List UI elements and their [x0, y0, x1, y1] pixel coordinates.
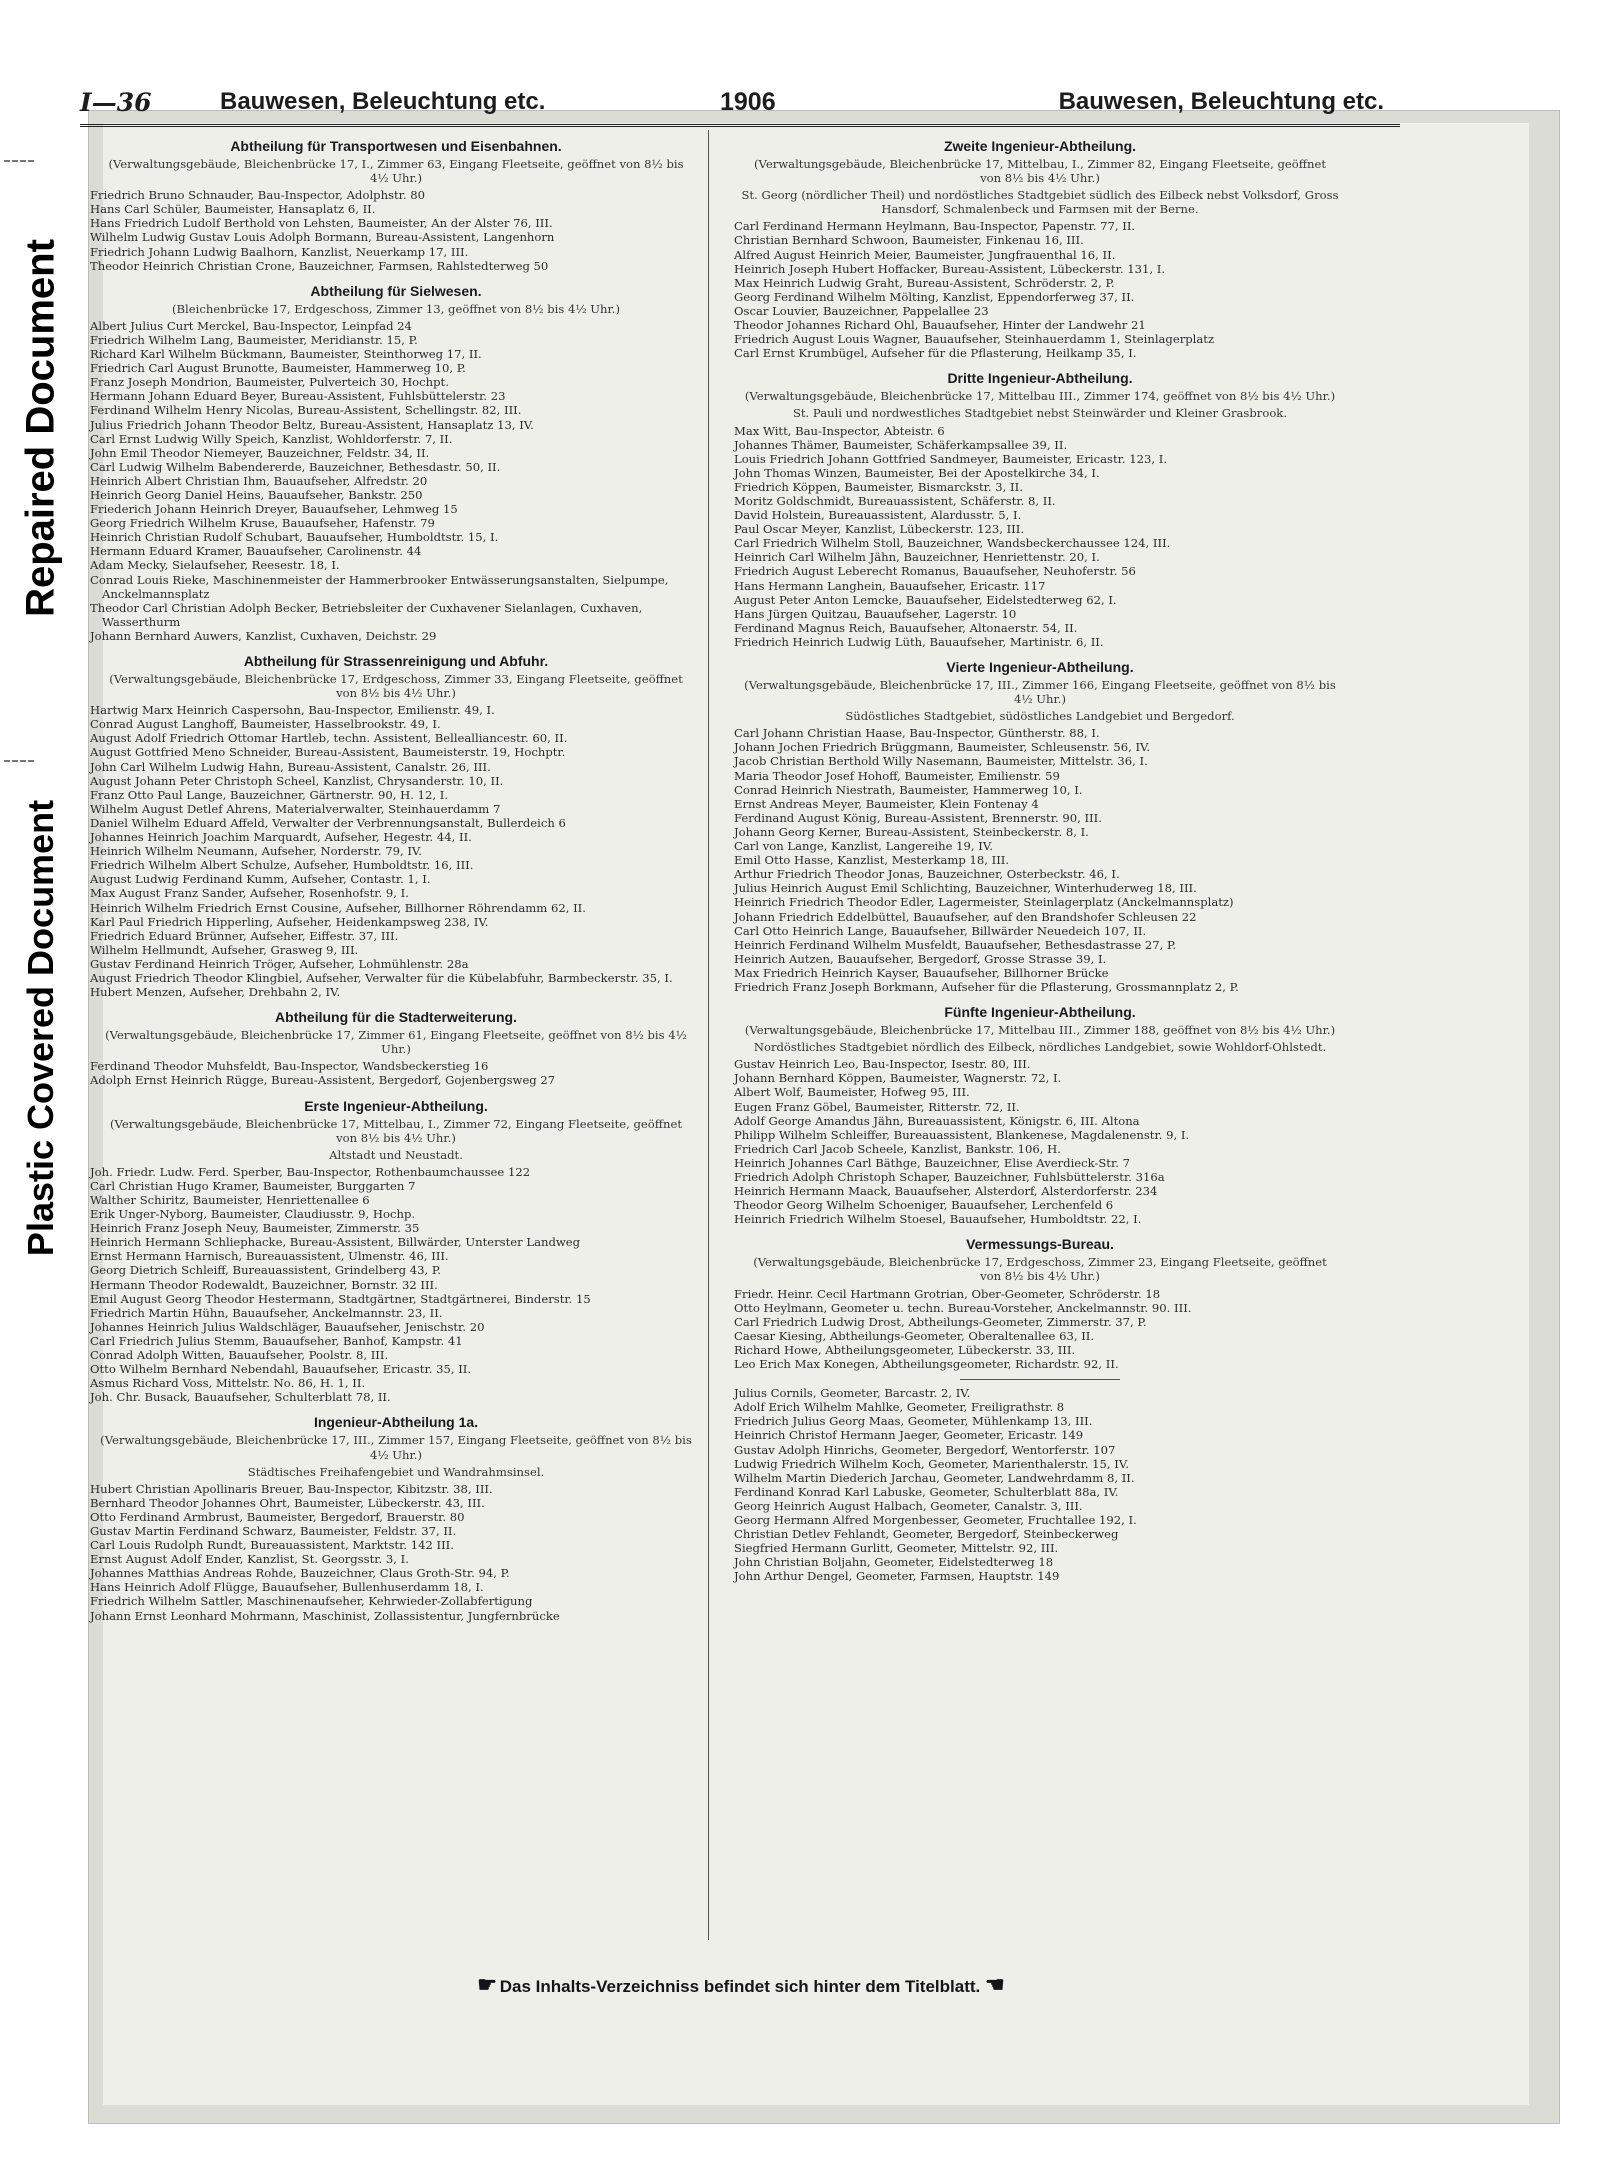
staff-entry: Albert Julius Curt Merckel, Bau-Inspector, Leinpfad 24: [90, 318, 412, 333]
staff-entry: Walther Schiritz, Baumeister, Henriettenallee 6: [90, 1193, 370, 1207]
section-district-note: Städtisches Freihafengebiet und Wandrahmsinsel.: [247, 1464, 545, 1479]
staff-entry: Gustav Martin Ferdinand Schwarz, Baumeister, Feldstr. 37, II.: [90, 1523, 457, 1538]
staff-entry: Louis Friedrich Johann Gottfried Sandmeyer, Baumeister, Ericastr. 123, I.: [734, 451, 1168, 466]
year: 1906: [720, 88, 776, 116]
plastic-covered-label: Plastic Covered Document: [20, 799, 61, 1257]
staff-entry: Siegfried Hermann Gurlitt, Geometer, Mittelstr. 92, III.: [734, 1541, 1059, 1556]
staff-entry: Richard Karl Wilhelm Bückmann, Baumeister, Steinthorweg 17, II.: [90, 347, 482, 362]
staff-entry: Hans Heinrich Adolf Flügge, Bauaufseher, Bullenhuserdamm 18, I.: [90, 1580, 484, 1595]
staff-entry: Johannes Matthias Andreas Rohde, Bauzeichner, Claus Groth-Str. 94, P.: [90, 1566, 510, 1581]
section-title: Abtheilung für die Stadterweiterung.: [275, 1009, 517, 1026]
staff-entry: Carl Friedrich Julius Stemm, Bauaufseher, Banhof, Kampstr. 41: [90, 1333, 463, 1348]
staff-entry: Carl von Lange, Kanzlist, Langereihe 19, IV.: [734, 839, 993, 854]
staff-entry: Eugen Franz Göbel, Baumeister, Ritterstr. 72, II.: [734, 1099, 1020, 1114]
department-section: [724, 138, 1356, 360]
staff-entry: Heinrich Joseph Hubert Hoffacker, Bureau-Assistent, Lübeckerstr. 131, I.: [734, 261, 1166, 276]
staff-entry: Johannes Heinrich Joachim Marquardt, Aufseher, Hegestr. 44, II.: [90, 830, 472, 845]
staff-entry: Carl Johann Christian Haase, Bau-Inspector, Güntherstr. 88, I.: [734, 726, 1100, 741]
staff-entry: Asmus Richard Voss, Mittelstr. No. 86, H. 1, II.: [90, 1376, 366, 1391]
staff-entry: Friedrich Carl August Brunotte, Baumeister, Hammerweg 10, P.: [90, 361, 466, 376]
department-section: [80, 653, 712, 999]
section-title: Dritte Ingenieur-Abtheilung.: [947, 370, 1133, 387]
staff-entry: Christian Bernhard Schwoon, Baumeister, Finkenau 16, III.: [734, 233, 1084, 248]
entry-list: [80, 1165, 712, 1405]
staff-entry: Caesar Kiesing, Abtheilungs-Geometer, Oberaltenallee 63, II.: [734, 1328, 1095, 1343]
staff-entry: Max Heinrich Ludwig Graht, Bureau-Assistent, Schröderstr. 2, P.: [734, 275, 1115, 290]
staff-entry: Leo Erich Max Konegen, Abtheilungsgeometer, Richardstr. 92, II.: [734, 1357, 1119, 1372]
staff-entry: Adam Mecky, Sielaufseher, Reesestr. 18, I.: [90, 558, 340, 573]
section-office-info: (Verwaltungsgebäude, Bleichenbrücke 17, Zimmer 61, Eingang Fleetseite, geöffnet von 8½ bis 4½ Uhr.): [105, 1028, 687, 1057]
staff-entry: Johannes Heinrich Julius Waldschläger, Bauaufseher, Jenischstr. 20: [90, 1319, 485, 1334]
staff-entry: Otto Ferdinand Armbrust, Baumeister, Bergedorf, Brauerstr. 80: [90, 1509, 465, 1524]
staff-entry: Julius Cornils, Geometer, Barcastr. 2, IV.: [734, 1386, 971, 1401]
staff-entry: Ernst Andreas Meyer, Baumeister, Klein Fontenay 4: [734, 796, 1039, 811]
staff-entry: Karl Paul Friedrich Hipperling, Aufseher, Heidenkampsweg 238, IV.: [90, 914, 489, 929]
repaired-document-label: Repaired Document: [18, 239, 63, 617]
staff-entry: Heinrich Christof Hermann Jaeger, Geometer, Ericastr. 149: [734, 1428, 1084, 1443]
staff-entry: Julius Friedrich Johann Theodor Beltz, Bureau-Assistent, Hansaplatz 13, IV.: [90, 417, 534, 432]
staff-entry: Heinrich Friedrich Wilhelm Stoesel, Bauaufseher, Humboldtstr. 22, I.: [734, 1212, 1142, 1227]
staff-entry: Hermann Eduard Kramer, Bauaufseher, Carolinenstr. 44: [90, 544, 422, 559]
staff-entry: Friedrich Wilhelm Lang, Baumeister, Meridianstr. 15, P.: [90, 332, 418, 347]
staff-entry: Georg Dietrich Schleiff, Bureauassistent, Grindelberg 43, P.: [90, 1263, 441, 1278]
staff-entry: Daniel Wilhelm Eduard Affeld, Verwalter der Verbrennungsanstalt, Bullerdeich 6: [90, 815, 566, 830]
staff-entry: August Gottfried Meno Schneider, Bureau-Assistent, Baumeisterstr. 19, Hochptr.: [90, 745, 566, 760]
staff-entry: Theodor Johannes Richard Ohl, Bauaufseher, Hinter der Landwehr 21: [734, 318, 1146, 333]
staff-entry: Friedrich Köppen, Baumeister, Bismarckstr. 3, II.: [734, 479, 1023, 494]
staff-entry: Ludwig Friedrich Wilhelm Koch, Geometer, Marienthalerstr. 15, IV.: [734, 1456, 1129, 1471]
staff-entry: Ferdinand August König, Bureau-Assistent, Brennerstr. 90, III.: [734, 810, 1102, 825]
staff-entry: Ernst August Adolf Ender, Kanzlist, St. Georgsstr. 3, I.: [90, 1552, 409, 1567]
staff-entry: Carl Ernst Ludwig Willy Speich, Kanzlist, Wohldorferstr. 7, II.: [90, 431, 453, 446]
staff-entry: Johann Bernhard Köppen, Baumeister, Wagnerstr. 72, I.: [734, 1071, 1062, 1086]
staff-entry: Adolf George Amandus Jähn, Bureauassistent, Königstr. 6, III. Altona: [734, 1113, 1140, 1128]
staff-entry: Albert Wolf, Baumeister, Hofweg 95, III.: [734, 1085, 970, 1100]
staff-entry: Gustav Heinrich Leo, Bau-Inspector, Isestr. 80, III.: [734, 1057, 1031, 1072]
staff-entry: Philipp Wilhelm Schleiffer, Bureauassistent, Blankenese, Magdalenenstr. 9, I.: [734, 1127, 1190, 1142]
staff-entry: Carl Friedrich Ludwig Drost, Abtheilungs-Geometer, Zimmerstr. 37, P.: [734, 1314, 1147, 1329]
separator-rule: [960, 1379, 1120, 1380]
running-title-right: Bauwesen, Beleuchtung etc.: [1058, 88, 1384, 115]
section-office-info: (Verwaltungsgebäude, Bleichenbrücke 17, Mittelbau III., Zimmer 174, geöffnet von 8½ bis 4½ Uhr.): [744, 389, 1336, 404]
side-labels: [0, 0, 82, 2177]
pointing-hand-left-icon: ☚: [985, 1972, 1003, 1997]
department-section: [724, 370, 1356, 649]
section-office-info: (Verwaltungsgebäude, Bleichenbrücke 17, Mittelbau III., Zimmer 188, geöffnet von 8½ bis 4½ Uhr.): [744, 1023, 1336, 1038]
staff-entry: Friedrich Carl Jacob Scheele, Kanzlist, Bankstr. 106, H.: [734, 1141, 1061, 1156]
staff-entry: Johann Ernst Leonhard Mohrmann, Maschinist, Zollassistentur, Jungfernbrücke: [90, 1608, 560, 1623]
staff-entry: Heinrich Albert Christian Ihm, Bauaufseher, Alfredstr. 20: [90, 473, 428, 488]
entry-list: [80, 1482, 712, 1623]
entry-list: [724, 726, 1356, 994]
section-title: Erste Ingenieur-Abtheilung.: [304, 1097, 488, 1114]
staff-entry: Friedrich Eduard Brünner, Aufseher, Eiffestr. 37, III.: [90, 928, 399, 943]
staff-entry: Carl Ernst Krumbügel, Aufseher für die Pflasterung, Heilkamp 35, I.: [734, 346, 1137, 361]
staff-entry: Conrad Louis Rieke, Maschinenmeister der Hammerbrooker Entwässerungsanstalten, Sielpumpe, Anckelmannsplatz: [90, 572, 669, 601]
staff-entry: Ernst Hermann Harnisch, Bureauassistent, Ulmenstr. 46, III.: [90, 1249, 449, 1264]
staff-entry: Paul Oscar Meyer, Kanzlist, Lübeckerstr. 123, III.: [734, 522, 1025, 537]
section-district-note: St. Pauli und nordwestliches Stadtgebiet nebst Steinwärder und Kleiner Grasbrook.: [792, 406, 1288, 421]
staff-entry: Hubert Christian Apollinaris Breuer, Bau-Inspector, Kibitzstr. 38, III.: [90, 1481, 493, 1496]
staff-entry: Max Friedrich Heinrich Kayser, Bauaufseher, Billhorner Brücke: [734, 965, 1109, 980]
staff-entry: Georg Ferdinand Wilhelm Mölting, Kanzlist, Eppendorferweg 37, II.: [734, 289, 1135, 304]
staff-entry: Alfred August Heinrich Meier, Baumeister, Jungfrauenthal 16, II.: [734, 247, 1116, 262]
staff-entry: Hermann Theodor Rodewaldt, Bauzeichner, Bornstr. 32 III.: [90, 1277, 438, 1292]
staff-entry: Jacob Christian Berthold Willy Nasemann, Baumeister, Mittelstr. 36, I.: [734, 754, 1148, 769]
staff-entry: Johann Jochen Friedrich Brüggmann, Baumeister, Schleusenstr. 56, IV.: [734, 740, 1151, 755]
staff-entry: Heinrich Ferdinand Wilhelm Musfeldt, Bauaufseher, Bethesdastrasse 27, P.: [734, 937, 1177, 952]
staff-entry: Johannes Thämer, Baumeister, Schäferkampsallee 39, II.: [734, 437, 1068, 452]
department-section: [80, 1009, 712, 1087]
staff-entry: Johann Georg Kerner, Bureau-Assistent, Steinbeckerstr. 8, I.: [734, 824, 1089, 839]
section-title: Abtheilung für Transportwesen und Eisenbahnen.: [230, 138, 562, 154]
staff-entry: Wilhelm August Detlef Ahrens, Materialverwalter, Steinhauerdamm 7: [90, 801, 501, 816]
staff-entry: Heinrich Wilhelm Friedrich Ernst Cousine, Aufseher, Billhorner Röhrendamm 62, II.: [90, 900, 586, 915]
staff-entry: Carl Ludwig Wilhelm Babendererde, Bauzeichner, Bethesdastr. 50, II.: [90, 459, 501, 474]
section-office-info: (Bleichenbrücke 17, Erdgeschoss, Zimmer 13, geöffnet von 8½ bis 4½ Uhr.): [172, 301, 620, 316]
staff-entry: John Thomas Winzen, Baumeister, Bei der Apostelkirche 34, I.: [734, 465, 1100, 480]
staff-entry: Carl Louis Rudolph Rundt, Bureauassistent, Marktstr. 142 III.: [90, 1538, 454, 1553]
entry-list: [724, 219, 1356, 360]
department-section: [724, 659, 1356, 994]
staff-entry: Carl Ferdinand Hermann Heylmann, Bau-Inspector, Papenstr. 77, II.: [734, 219, 1136, 234]
department-section: [724, 1004, 1356, 1226]
staff-entry: Heinrich Autzen, Bauaufseher, Bergedorf, Grosse Strasse 39, I.: [734, 951, 1107, 966]
entry-list: [80, 1059, 712, 1087]
staff-entry: Conrad Heinrich Niestrath, Baumeister, Hammerweg 10, I.: [734, 782, 1083, 797]
section-office-info: (Verwaltungsgebäude, Bleichenbrücke 17, I., Zimmer 63, Eingang Fleetseite, geöffnet von 8½ bis 4½ Uhr.): [108, 157, 684, 186]
staff-entry: Otto Heylmann, Geometer u. techn. Bureau-Vorsteher, Anckelmannstr. 90. III.: [734, 1300, 1192, 1315]
staff-entry: David Holstein, Bureauassistent, Alardusstr. 5, I.: [734, 508, 1022, 523]
section-office-info: (Verwaltungsgebäude, Bleichenbrücke 17, III., Zimmer 166, Eingang Fleetseite, geöffnet von 8½ bis 4½ Uhr.): [744, 678, 1336, 707]
staff-entry: Franz Joseph Mondrion, Baumeister, Pulverteich 30, Hochpt.: [90, 375, 449, 390]
staff-entry: John Emil Theodor Niemeyer, Bauzeichner, Feldstr. 34, II.: [90, 445, 430, 460]
section-title: Vierte Ingenieur-Abtheilung.: [946, 659, 1134, 675]
department-section: [80, 283, 712, 643]
staff-entry: Hubert Menzen, Aufseher, Drehbahn 2, IV.: [90, 985, 341, 1000]
entry-list: [724, 1287, 1356, 1372]
staff-entry: Ferdinand Wilhelm Henry Nicolas, Bureau-Assistent, Schellingstr. 82, III.: [90, 403, 522, 418]
staff-entry: Hans Friedrich Ludolf Berthold von Lehsten, Baumeister, An der Alster 76, III.: [90, 216, 553, 231]
section-title: Abtheilung für Sielwesen.: [310, 282, 482, 299]
staff-entry: Heinrich Hermann Schliephacke, Bureau-Assistent, Billwärder, Unterster Landweg: [90, 1235, 581, 1250]
department-section: [80, 1414, 712, 1622]
running-title-left: Bauwesen, Beleuchtung etc.: [220, 88, 546, 115]
section-office-info: (Verwaltungsgebäude, Bleichenbrücke 17, Mittelbau, I., Zimmer 82, Eingang Fleetseite, geöffnet von 8½ bis 4½ Uhr.): [754, 157, 1326, 186]
staff-entry: John Christian Boljahn, Geometer, Eidelstedterweg 18: [734, 1555, 1054, 1570]
staff-entry: Georg Hermann Alfred Morgenbesser, Geometer, Fruchtallee 192, I.: [734, 1512, 1137, 1527]
staff-entry: Conrad August Langhoff, Baumeister, Hasselbrookstr. 49, I.: [90, 717, 441, 732]
staff-entry: Emil Otto Hasse, Kanzlist, Mesterkamp 18, III.: [734, 853, 1010, 868]
staff-entry: Conrad Adolph Witten, Bauaufseher, Poolstr. 8, III.: [90, 1348, 389, 1363]
staff-entry: Theodor Georg Wilhelm Schoeniger, Bauaufseher, Lerchenfeld 6: [734, 1198, 1114, 1213]
staff-entry: Friedrich Johann Ludwig Baalhorn, Kanzlist, Neuerkamp 17, III.: [90, 244, 469, 259]
staff-entry: Carl Otto Heinrich Lange, Bauaufseher, Billwärder Neuedeich 107, II.: [734, 923, 1147, 938]
department-section: [80, 1098, 712, 1405]
staff-entry: Max August Franz Sander, Aufseher, Rosenhofstr. 9, I.: [90, 886, 409, 901]
section-title: Fünfte Ingenieur-Abtheilung.: [944, 1004, 1136, 1021]
footer-note: [80, 1972, 1400, 1998]
staff-entry: Friedrich Adolph Christoph Schaper, Bauzeichner, Fuhlsbüttelerstr. 316a: [734, 1170, 1165, 1184]
staff-entry: Heinrich Johannes Carl Bäthge, Bauzeichner, Elise Averdieck-Str. 7: [734, 1155, 1130, 1170]
staff-entry: Adolph Ernst Heinrich Rügge, Bureau-Assistent, Bergedorf, Gojenbergsweg 27: [90, 1073, 556, 1088]
staff-entry: Johann Friedrich Eddelbüttel, Bauaufseher, auf den Brandshofer Schleusen 22: [734, 909, 1197, 924]
staff-entry: John Carl Wilhelm Ludwig Hahn, Bureau-Assistent, Canalstr. 26, III.: [90, 759, 491, 774]
entry-list: [724, 424, 1356, 650]
staff-entry: August Johann Peter Christoph Scheel, Kanzlist, Chrysanderstr. 10, II.: [90, 773, 504, 788]
staff-entry: Friedrich Julius Georg Maas, Geometer, Mühlenkamp 13, III.: [734, 1414, 1093, 1429]
staff-entry: Friedrich Wilhelm Albert Schulze, Aufseher, Humboldtstr. 16, III.: [90, 858, 474, 873]
staff-entry: Gustav Adolph Hinrichs, Geometer, Bergedorf, Wentorferstr. 107: [734, 1442, 1116, 1457]
staff-entry: Max Witt, Bau-Inspector, Abteistr. 6: [734, 423, 945, 438]
staff-entry: Theodor Carl Christian Adolph Becker, Betriebsleiter der Cuxhavener Sielanlagen, Cuxhaven, Wasserthurm: [90, 600, 643, 629]
entry-list: [80, 703, 712, 999]
staff-entry: Friedrich Martin Hühn, Bauaufseher, Anckelmannstr. 23, II.: [90, 1305, 443, 1320]
staff-entry: Oscar Louvier, Bauzeichner, Pappelallee 23: [734, 303, 989, 318]
entry-list: [80, 188, 712, 273]
staff-entry: Wilhelm Ludwig Gustav Louis Adolph Bormann, Bureau-Assistent, Langenhorn: [90, 230, 555, 245]
section-title: Zweite Ingenieur-Abtheilung.: [943, 138, 1137, 154]
department-section: [724, 1236, 1356, 1583]
staff-entry: Emil August Georg Theodor Hestermann, Stadtgärtner, Stadtgärtnerei, Binderstr. 15: [90, 1291, 591, 1306]
staff-entry: Georg Friedrich Wilhelm Kruse, Bauaufseher, Hafenstr. 79: [90, 516, 435, 531]
scan-marker: [4, 760, 34, 762]
section-office-info: (Verwaltungsgebäude, Bleichenbrücke 17, Erdgeschoss, Zimmer 33, Eingang Fleetseite, geöffnet von 8½ bis 4½ Uhr.): [109, 672, 683, 701]
section-office-info: (Verwaltungsgebäude, Bleichenbrücke 17, III., Zimmer 157, Eingang Fleetseite, geöffnet von 8½ bis 4½ Uhr.): [100, 1433, 692, 1462]
staff-entry: John Arthur Dengel, Geometer, Farmsen, Hauptstr. 149: [734, 1569, 1060, 1584]
staff-entry: Heinrich Carl Wilhelm Jähn, Bauzeichner, Henriettenstr. 20, I.: [734, 550, 1100, 565]
staff-entry: Erik Unger-Nyborg, Baumeister, Claudiusstr. 9, Hochp.: [90, 1207, 416, 1222]
staff-entry: Friedrich Heinrich Ludwig Lüth, Bauaufseher, Martinistr. 6, II.: [734, 634, 1104, 649]
page-header: [80, 82, 1400, 127]
staff-entry: Johann Bernhard Auwers, Kanzlist, Cuxhaven, Deichstr. 29: [90, 628, 437, 643]
staff-entry: Heinrich Franz Joseph Neuy, Baumeister, Zimmerstr. 35: [90, 1221, 420, 1236]
staff-entry: Carl Christian Hugo Kramer, Baumeister, Burggarten 7: [90, 1178, 416, 1193]
staff-entry: Hermann Johann Eduard Beyer, Bureau-Assistent, Fuhlsbüttelerstr. 23: [90, 389, 506, 404]
entry-list: [724, 1386, 1356, 1583]
staff-entry: Arthur Friedrich Theodor Jonas, Bauzeichner, Osterbeckstr. 46, I.: [734, 867, 1120, 882]
staff-entry: August Adolf Friedrich Ottomar Hartleb, techn. Assistent, Bellealliancestr. 60, II.: [90, 731, 568, 746]
staff-entry: Wilhelm Hellmundt, Aufseher, Grasweg 9, III.: [90, 942, 359, 957]
staff-entry: Wilhelm Martin Diederich Jarchau, Geometer, Landwehrdamm 8, II.: [734, 1470, 1135, 1485]
footer-text: Das Inhalts-Verzeichniss befindet sich hinter dem Titelblatt.: [499, 1977, 981, 1996]
staff-entry: Ferdinand Magnus Reich, Bauaufseher, Altonaerstr. 54, II.: [734, 620, 1078, 635]
staff-entry: Theodor Heinrich Christian Crone, Bauzeichner, Farmsen, Rahlstedterweg 50: [90, 258, 549, 273]
staff-entry: Julius Heinrich August Emil Schlichting, Bauzeichner, Winterhuderweg 18, III.: [734, 881, 1197, 896]
department-section: [80, 138, 712, 273]
section-office-info: (Verwaltungsgebäude, Bleichenbrücke 17, Mittelbau, I., Zimmer 72, Eingang Fleetseite, geöffnet von 8½ bis 4½ Uhr.): [110, 1116, 682, 1145]
staff-entry: Hartwig Marx Heinrich Caspersohn, Bau-Inspector, Emilienstr. 49, I.: [90, 703, 495, 718]
entry-list: [80, 319, 712, 643]
staff-entry: Moritz Goldschmidt, Bureauassistent, Schäferstr. 8, II.: [734, 493, 1056, 508]
staff-entry: August Ludwig Ferdinand Kumm, Aufseher, Contastr. 1, I.: [90, 872, 431, 887]
staff-entry: Heinrich Christian Rudolf Schubart, Bauaufseher, Humboldtstr. 15, I.: [90, 530, 499, 545]
staff-entry: Heinrich Georg Daniel Heins, Bauaufseher, Bankstr. 250: [90, 487, 423, 502]
staff-entry: Joh. Chr. Busack, Bauaufseher, Schulterblatt 78, II.: [90, 1390, 391, 1405]
staff-entry: Friederich Johann Heinrich Dreyer, Bauaufseher, Lehmweg 15: [90, 502, 458, 517]
staff-entry: Hans Hermann Langhein, Bauaufseher, Ericastr. 117: [734, 578, 1046, 593]
staff-entry: Ferdinand Konrad Karl Labuske, Geometer, Schulterblatt 88a, IV.: [734, 1484, 1119, 1499]
staff-entry: Otto Wilhelm Bernhard Nebendahl, Bauaufseher, Ericastr. 35, II.: [90, 1362, 472, 1377]
staff-entry: Franz Otto Paul Lange, Bauzeichner, Gärtnerstr. 90, H. 12, I.: [90, 787, 449, 802]
page-number: I—36: [80, 88, 152, 117]
section-office-info: (Verwaltungsgebäude, Bleichenbrücke 17, Erdgeschoss, Zimmer 23, Eingang Fleetseite, geöffnet von 8½ bis 4½ Uhr.): [753, 1255, 1327, 1284]
section-title: Abtheilung für Strassenreinigung und Abfuhr.: [243, 653, 549, 669]
staff-entry: Carl Friedrich Wilhelm Stoll, Bauzeichner, Wandsbeckerchaussee 124, III.: [734, 536, 1171, 551]
staff-entry: Christian Detlev Fehlandt, Geometer, Bergedorf, Steinbeckerweg: [734, 1527, 1119, 1542]
staff-entry: August Peter Anton Lemcke, Bauaufseher, Eidelstedterweg 62, I.: [734, 592, 1117, 607]
section-district-note: Nordöstliches Stadtgebiet nördlich des Eilbeck, nördliches Landgebiet, sowie Wohldorf-Ohlstedt.: [753, 1040, 1327, 1055]
section-district-note: Südöstliches Stadtgebiet, südöstliches Landgebiet und Bergedorf.: [845, 709, 1235, 724]
pointing-hand-right-icon: ☛: [477, 1972, 495, 1997]
staff-entry: Joh. Friedr. Ludw. Ferd. Sperber, Bau-Inspector, Rothenbaumchaussee 122: [90, 1164, 531, 1179]
left-column: [80, 134, 712, 1633]
staff-entry: Friedrich Wilhelm Sattler, Maschinenaufseher, Kehrwieder-Zollabfertigung: [90, 1594, 533, 1609]
staff-entry: Heinrich Hermann Maack, Bauaufseher, Alsterdorf, Alsterdorferstr. 234: [734, 1184, 1158, 1199]
staff-entry: Hans Carl Schüler, Baumeister, Hansaplatz 6, II.: [90, 202, 376, 217]
staff-entry: Richard Howe, Abtheilungsgeometer, Lübeckerstr. 33, III.: [734, 1342, 1076, 1357]
staff-entry: Bernhard Theodor Johannes Ohrt, Baumeister, Lübeckerstr. 43, III.: [90, 1495, 485, 1510]
section-title: Ingenieur-Abtheilung 1a.: [313, 1414, 479, 1431]
staff-entry: Friedrich August Leberecht Romanus, Bauaufseher, Neuhoferstr. 56: [734, 564, 1136, 579]
section-title: Vermessungs-Bureau.: [966, 1236, 1114, 1253]
entry-list: [724, 1057, 1356, 1226]
staff-entry: Heinrich Friedrich Theodor Edler, Lagermeister, Steinlagerplatz (Anckelmannsplatz): [734, 895, 1234, 910]
staff-entry: Georg Heinrich August Halbach, Geometer, Canalstr. 3, III.: [734, 1498, 1083, 1513]
staff-entry: Friedr. Heinr. Cecil Hartmann Grotrian, Ober-Geometer, Schröderstr. 18: [734, 1286, 1161, 1301]
section-district-note: Altstadt und Neustadt.: [329, 1147, 463, 1162]
staff-entry: Gustav Ferdinand Heinrich Tröger, Aufseher, Lohmühlenstr. 28a: [90, 956, 469, 971]
scan-marker: [4, 160, 34, 162]
right-column: [724, 134, 1356, 1593]
staff-entry: Friedrich Franz Joseph Borkmann, Aufseher für die Pflasterung, Grossmannplatz 2, P.: [734, 979, 1239, 994]
staff-entry: Hans Jürgen Quitzau, Bauaufseher, Lagerstr. 10: [734, 606, 1017, 621]
staff-entry: Adolf Erich Wilhelm Mahlke, Geometer, Freiligrathstr. 8: [734, 1400, 1065, 1415]
staff-entry: Friedrich Bruno Schnauder, Bau-Inspector, Adolphstr. 80: [90, 188, 426, 203]
staff-entry: August Friedrich Theodor Klingbiel, Aufseher, Verwalter für die Kübelabfuhr, Barmbeckerstr. 35, I.: [90, 970, 673, 985]
staff-entry: Maria Theodor Josef Hohoff, Baumeister, Emilienstr. 59: [734, 768, 1060, 783]
staff-entry: Ferdinand Theodor Muhsfeldt, Bau-Inspector, Wandsbeckerstieg 16: [90, 1059, 489, 1074]
staff-entry: Friedrich August Louis Wagner, Bauaufseher, Steinhauerdamm 1, Steinlagerplatz: [734, 332, 1215, 347]
section-district-note: St. Georg (nördlicher Theil) und nordöstliches Stadtgebiet südlich des Eilbeck nebst Volksdorf, Gross Hansdorf, Schmalenbeck und Farmsen mit der Berne.: [741, 188, 1339, 217]
staff-entry: Heinrich Wilhelm Neumann, Aufseher, Norderstr. 79, IV.: [90, 844, 422, 859]
